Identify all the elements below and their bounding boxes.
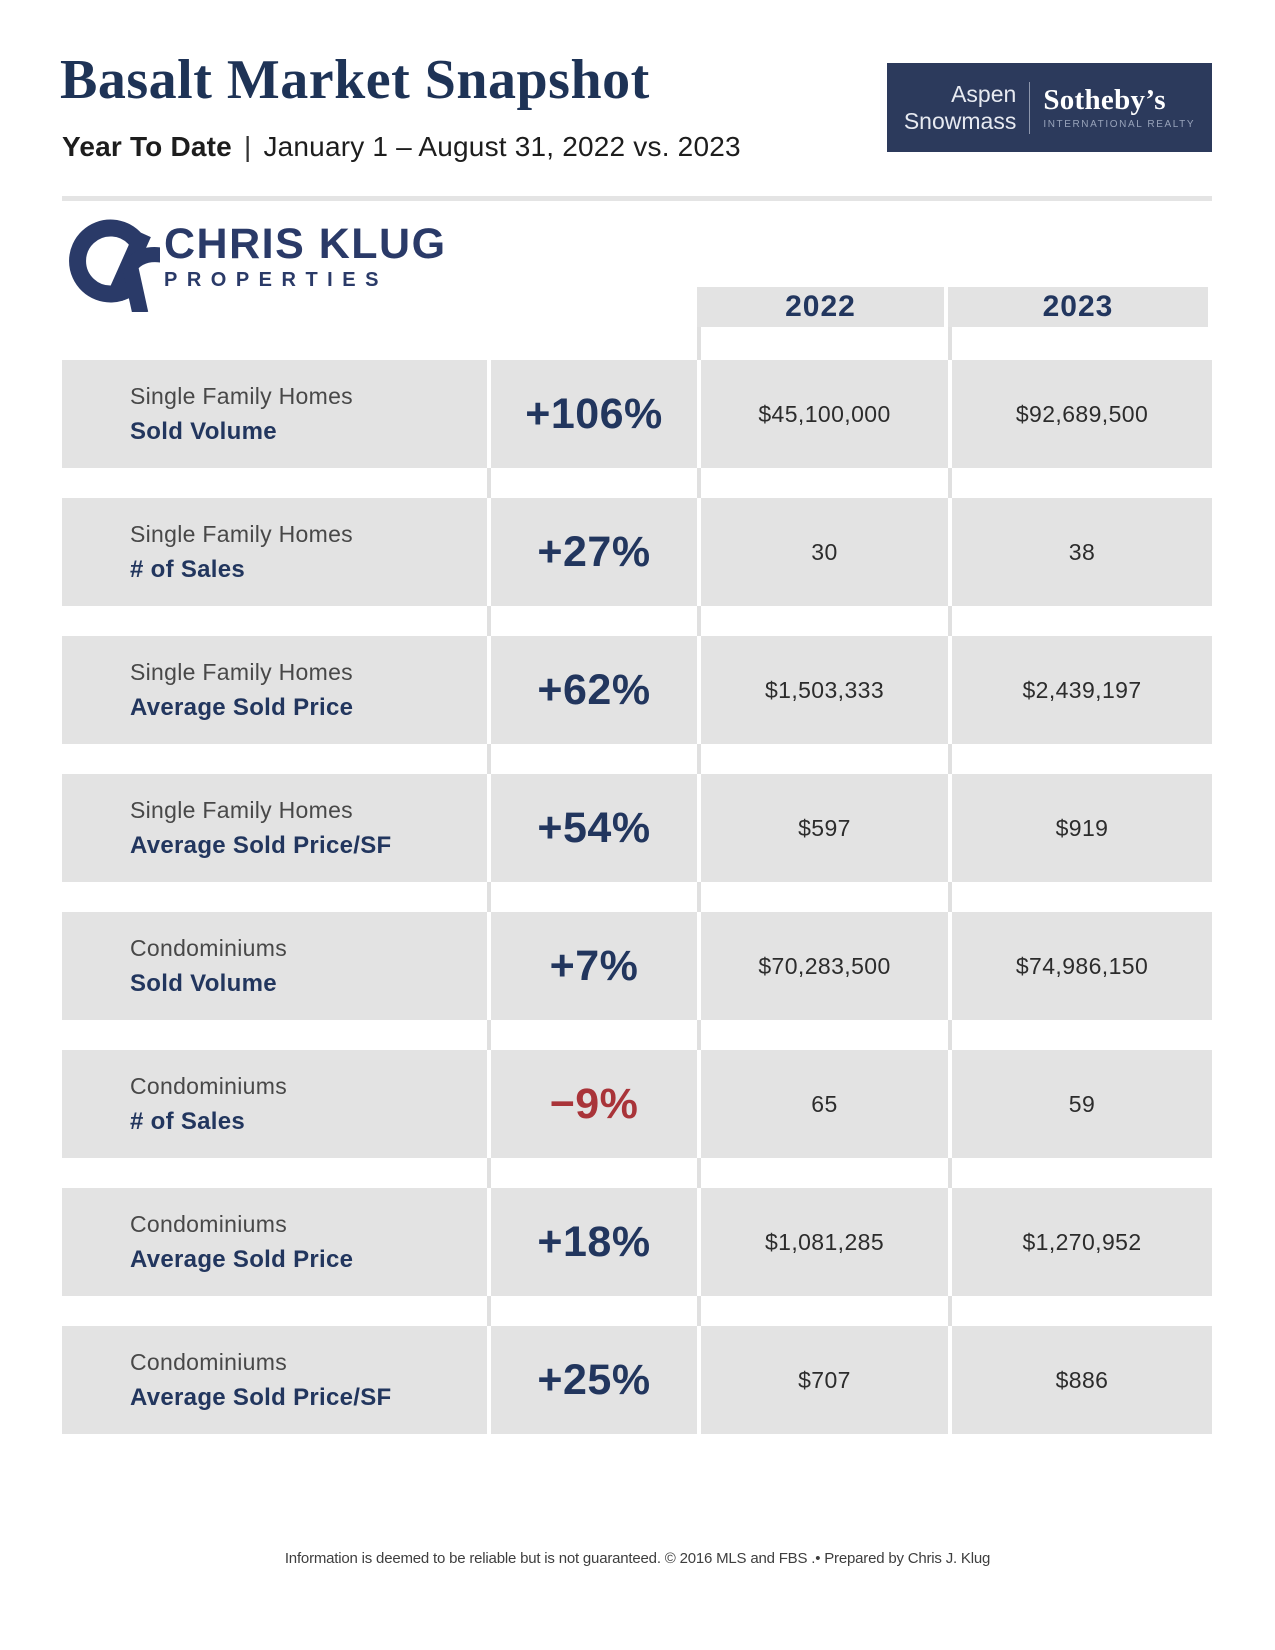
row-change: −9% bbox=[549, 1079, 639, 1128]
row-category: Single Family Homes bbox=[130, 520, 353, 547]
table-row bbox=[62, 1326, 1212, 1434]
row-category: Condominiums bbox=[130, 934, 287, 961]
row-label-cell bbox=[62, 1188, 487, 1296]
row-gap-band bbox=[62, 1158, 1212, 1188]
row-value-2023: $1,270,952 bbox=[952, 1188, 1212, 1296]
agent-name: CHRIS KLUG bbox=[164, 220, 447, 268]
row-change: +25% bbox=[537, 1355, 651, 1404]
column-header-2023: 2023 bbox=[948, 287, 1208, 327]
subtitle-label: Year To Date bbox=[62, 131, 232, 162]
report-subtitle bbox=[62, 131, 741, 163]
brokerage-wordmark bbox=[1043, 85, 1195, 130]
subtitle-date-range: January 1 – August 31, 2022 vs. 2023 bbox=[263, 131, 741, 162]
row-change-cell bbox=[491, 912, 697, 1020]
table-row bbox=[62, 360, 1212, 468]
row-value-2023: $2,439,197 bbox=[952, 636, 1212, 744]
table-row bbox=[62, 498, 1212, 606]
row-value-2022: 65 bbox=[701, 1050, 948, 1158]
header-gap-band bbox=[62, 327, 1212, 360]
row-value-2023: 59 bbox=[952, 1050, 1212, 1158]
row-change: +54% bbox=[537, 803, 651, 852]
row-metric: # of Sales bbox=[130, 1107, 246, 1135]
row-value-2022: $1,081,285 bbox=[701, 1188, 948, 1296]
row-gap-band bbox=[62, 1296, 1212, 1326]
row-change-cell bbox=[491, 360, 697, 468]
row-value-2022: $597 bbox=[701, 774, 948, 882]
brokerage-location bbox=[904, 81, 1016, 135]
row-metric: Sold Volume bbox=[130, 417, 277, 445]
row-change: +27% bbox=[537, 527, 651, 576]
table-row bbox=[62, 774, 1212, 882]
brokerage-subtitle: INTERNATIONAL REALTY bbox=[1043, 119, 1196, 130]
header-divider-rule bbox=[62, 196, 1212, 201]
brokerage-location-line1: Aspen bbox=[951, 80, 1017, 107]
row-value-2022: $45,100,000 bbox=[701, 360, 948, 468]
row-value-2022: $70,283,500 bbox=[701, 912, 948, 1020]
row-value-2023: $886 bbox=[952, 1326, 1212, 1434]
row-change-cell bbox=[491, 774, 697, 882]
row-metric: Sold Volume bbox=[130, 969, 277, 997]
row-change-cell bbox=[491, 636, 697, 744]
row-change-cell bbox=[491, 1188, 697, 1296]
row-category: Condominiums bbox=[130, 1210, 287, 1237]
row-label-cell bbox=[62, 774, 487, 882]
page-title: Basalt Market Snapshot bbox=[60, 49, 650, 111]
agent-wordmark bbox=[164, 222, 447, 292]
brokerage-logo bbox=[887, 63, 1212, 152]
table-header-row bbox=[62, 287, 1212, 327]
row-value-2022: $1,503,333 bbox=[701, 636, 948, 744]
row-metric: Average Sold Price/SF bbox=[130, 831, 392, 859]
row-value-2023: 38 bbox=[952, 498, 1212, 606]
table-row bbox=[62, 912, 1212, 1020]
row-gap-band bbox=[62, 468, 1212, 498]
header-spacer bbox=[62, 287, 697, 327]
row-change: +106% bbox=[525, 389, 663, 438]
row-gap-band bbox=[62, 606, 1212, 636]
table-rows bbox=[62, 360, 1212, 1434]
row-value-2022: 30 bbox=[701, 498, 948, 606]
row-change-cell bbox=[491, 1326, 697, 1434]
row-label-cell bbox=[62, 912, 487, 1020]
row-value-2023: $74,986,150 bbox=[952, 912, 1212, 1020]
market-table bbox=[62, 287, 1212, 1434]
row-value-2022: $707 bbox=[701, 1326, 948, 1434]
row-metric: Average Sold Price bbox=[130, 693, 354, 721]
row-gap-band bbox=[62, 882, 1212, 912]
agent-sub-label: PROPERTIES bbox=[164, 269, 388, 291]
row-gap-band bbox=[62, 1020, 1212, 1050]
row-category: Condominiums bbox=[130, 1072, 287, 1099]
table-row bbox=[62, 1188, 1212, 1296]
row-metric: Average Sold Price/SF bbox=[130, 1383, 392, 1411]
row-category: Condominiums bbox=[130, 1348, 287, 1375]
row-category: Single Family Homes bbox=[130, 796, 353, 823]
row-category: Single Family Homes bbox=[130, 382, 353, 409]
row-change-cell bbox=[491, 1050, 697, 1158]
brokerage-name: Sotheby’s bbox=[1043, 84, 1166, 116]
footer-disclaimer: Information is deemed to be reliable but is not guaranteed. © 2016 MLS and FBS .• Prepared by Chris J. Klug bbox=[284, 1550, 991, 1567]
subtitle-separator: | bbox=[243, 131, 252, 162]
row-gap-band bbox=[62, 744, 1212, 774]
row-change: +18% bbox=[537, 1217, 651, 1266]
table-row bbox=[62, 1050, 1212, 1158]
row-metric: Average Sold Price bbox=[130, 1245, 354, 1273]
row-value-2023: $92,689,500 bbox=[952, 360, 1212, 468]
row-value-2023: $919 bbox=[952, 774, 1212, 882]
row-change: +62% bbox=[537, 665, 651, 714]
row-label-cell bbox=[62, 360, 487, 468]
row-metric: # of Sales bbox=[130, 555, 246, 583]
row-label-cell bbox=[62, 1326, 487, 1434]
row-label-cell bbox=[62, 636, 487, 744]
brand-divider bbox=[1029, 82, 1030, 134]
row-category: Single Family Homes bbox=[130, 658, 353, 685]
brokerage-location-line2: Snowmass bbox=[903, 107, 1017, 134]
row-change: +7% bbox=[549, 941, 639, 990]
row-label-cell bbox=[62, 1050, 487, 1158]
row-change-cell bbox=[491, 498, 697, 606]
row-label-cell bbox=[62, 498, 487, 606]
column-header-2022: 2022 bbox=[697, 287, 944, 327]
table-row bbox=[62, 636, 1212, 744]
